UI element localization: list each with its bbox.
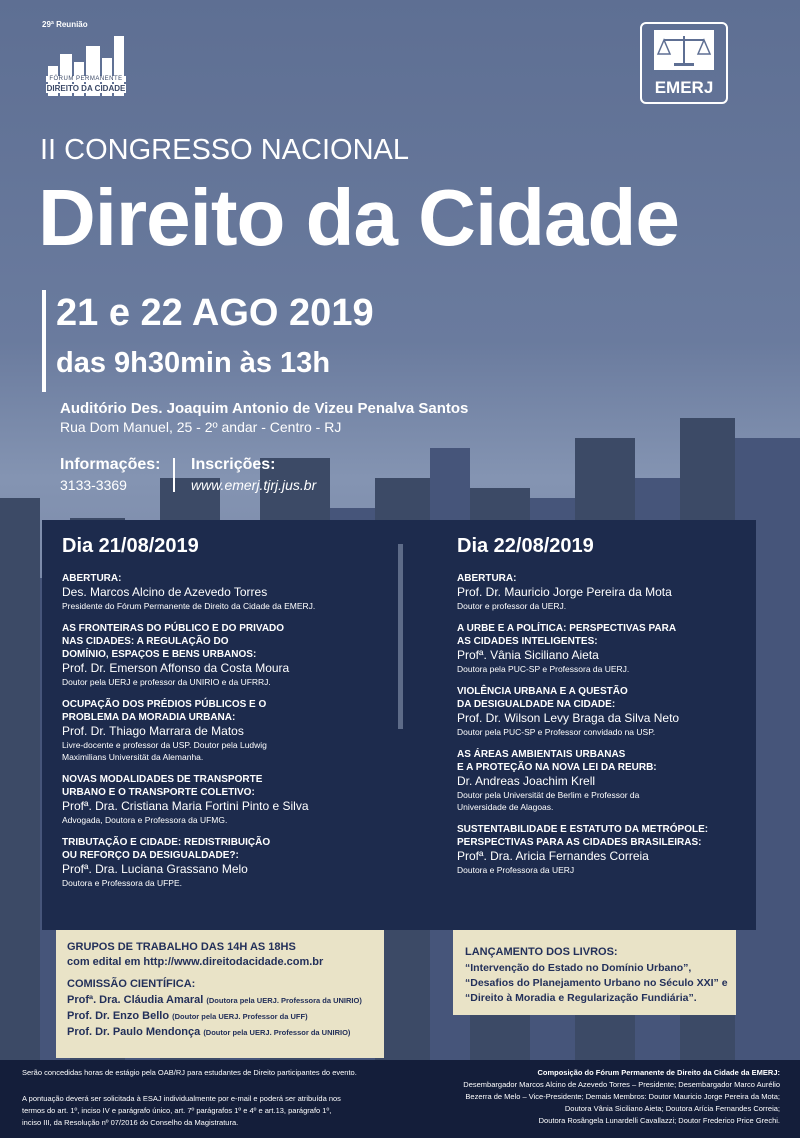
session-speaker: Profª. Dra. Luciana Grassano Melo bbox=[62, 862, 248, 876]
session-title: AS ÁREAS AMBIENTAIS URBANAS E A PROTEÇÃO NA NOVA LEI DA REURB: bbox=[457, 749, 657, 773]
session-title: ABERTURA: bbox=[457, 573, 517, 584]
main-title: Direito da Cidade bbox=[38, 173, 679, 262]
lancamento-book: “Direito à Moradia e Regularização Fundiária”. bbox=[465, 992, 697, 1004]
inscricoes-link[interactable]: www.emerj.tjrj.jus.br bbox=[191, 477, 317, 493]
footer-note: Serão concedidas horas de estágio pela OAB/RJ para estudantes de Direito participantes do evento. bbox=[22, 1068, 357, 1077]
forum-logo-line1: FÓRUM PERMANENTE bbox=[46, 76, 126, 82]
session-speaker-bio: Presidente do Fórum Permanente de Direito da Cidade da EMERJ. bbox=[62, 601, 316, 611]
session-item bbox=[457, 622, 747, 675]
footer-composition: Bezerra de Melo – Vice-Presidente; Demais Membros: Doutor Mauricio Jorge Pereira da Mota; bbox=[465, 1092, 780, 1101]
inscricoes-label: Inscrições: bbox=[191, 456, 276, 473]
session-speaker: Profª. Dra. Aricia Fernandes Correia bbox=[457, 849, 649, 863]
comissao-member bbox=[67, 1026, 350, 1038]
day1-title: Dia 21/08/2019 bbox=[62, 535, 199, 557]
session-title: AS FRONTEIRAS DO PÚBLICO E DO PRIVADO NAS CIDADES: A REGULAÇÃO DO DOMÍNIO, ESPAÇOS E BENS URBANOS: bbox=[62, 623, 285, 660]
session-speaker-bio: Doutor pela Universität de Berlim e Professor da Universidade de Alagoas. bbox=[457, 790, 640, 812]
grupos-box bbox=[56, 930, 384, 1058]
footer-note: A pontuação deverá ser solicitada à ESAJ individualmente por e-mail e poderá ser atribuída nos bbox=[22, 1094, 341, 1103]
date-accent-bar bbox=[42, 290, 46, 392]
comissao-member bbox=[67, 994, 362, 1006]
session-item bbox=[62, 698, 402, 763]
session-item bbox=[62, 572, 402, 612]
lancamento-title: LANÇAMENTO DOS LIVROS: bbox=[465, 946, 618, 958]
member-note: (Doutor pela UERJ. Professor da UFF) bbox=[172, 1012, 308, 1021]
session-speaker: Des. Marcos Alcino de Azevedo Torres bbox=[62, 585, 268, 599]
footer-composition: Doutora Vânia Siciliano Aieta; Doutora Arícia Fernandes Correia; bbox=[564, 1104, 780, 1113]
day2-column bbox=[457, 520, 747, 886]
session-title: VIOLÊNCIA URBANA E A QUESTÃO DA DESIGUALDADE NA CIDADE: bbox=[457, 686, 628, 710]
event-time: das 9h30min às 13h bbox=[56, 347, 331, 379]
session-item bbox=[457, 572, 747, 612]
session-speaker-bio: Doutora pela PUC-SP e Professora da UERJ. bbox=[457, 664, 630, 674]
session-item bbox=[62, 836, 402, 889]
session-speaker-bio: Doutora e Professora da UERJ bbox=[457, 865, 575, 875]
footer-note: inciso III, da Resolução nº 07/2016 do Conselho da Magistratura. bbox=[22, 1118, 239, 1127]
grupos-line2[interactable]: com edital em http://www.direitodacidade.com.br bbox=[67, 956, 324, 968]
lancamento-box bbox=[453, 930, 736, 1015]
grupos-line1: GRUPOS DE TRABALHO DAS 14H AS 18HS bbox=[67, 941, 296, 953]
session-speaker-bio: Doutor pela UERJ e professor da UNIRIO e da UFRRJ. bbox=[62, 677, 271, 687]
info-label: Informações: bbox=[60, 456, 161, 473]
session-speaker: Dr. Andreas Joachim Krell bbox=[457, 774, 596, 788]
session-speaker-bio: Doutor e professor da UERJ. bbox=[457, 601, 567, 611]
footer-composition-title: Composição do Fórum Permanente de Direito da Cidade da EMERJ: bbox=[537, 1068, 780, 1077]
session-title: SUSTENTABILIDADE E ESTATUTO DA METRÓPOLE: PERSPECTIVAS PARA AS CIDADES BRASILEIRAS: bbox=[457, 824, 709, 848]
scales-of-justice-icon bbox=[654, 30, 714, 70]
session-speaker: Prof. Dr. Wilson Levy Braga da Silva Neto bbox=[457, 711, 680, 725]
lancamento-book: “Desafios do Planejamento Urbano no Século XXI” e bbox=[465, 977, 728, 989]
session-title: OCUPAÇÃO DOS PRÉDIOS PÚBLICOS E O PROBLEMA DA MORADIA URBANA: bbox=[62, 699, 267, 723]
emerj-logo-text: EMERJ bbox=[654, 78, 714, 97]
emerj-logo bbox=[640, 22, 728, 104]
member-name: Prof. Dr. Paulo Mendonça bbox=[67, 1026, 201, 1038]
program-panel bbox=[42, 520, 756, 930]
event-venue: Auditório Des. Joaquim Antonio de Vizeu Penalva Santos bbox=[60, 400, 469, 417]
footer-note: termos do art. 1º, inciso IV e parágrafo único, art. 7º parágrafos 1º e 4º e art.13, parágrafo 1º, bbox=[22, 1106, 332, 1115]
session-speaker: Prof. Dr. Thiago Marrara de Matos bbox=[62, 724, 244, 738]
comissao-title: COMISSÃO CIENTÍFICA: bbox=[67, 978, 196, 990]
session-speaker-bio: Doutora e Professora da UFPE. bbox=[62, 878, 183, 888]
footer-composition: Doutora Rosângela Lunardelli Cavallazzi; Doutor Frederico Price Grechi. bbox=[538, 1116, 780, 1125]
session-speaker: Prof. Dr. Mauricio Jorge Pereira da Mota bbox=[457, 585, 672, 599]
session-title: NOVAS MODALIDADES DE TRANSPORTE URBANO E O TRANSPORTE COLETIVO: bbox=[62, 774, 263, 798]
event-date: 21 e 22 AGO 2019 bbox=[56, 292, 374, 334]
session-speaker: Profª. Vânia Siciliano Aieta bbox=[457, 648, 599, 662]
session-item bbox=[62, 622, 402, 688]
event-address: Rua Dom Manuel, 25 - 2º andar - Centro - RJ bbox=[60, 419, 342, 435]
session-title: TRIBUTAÇÃO E CIDADE: REDISTRIBUIÇÃO OU REFORÇO DA DESIGUALDADE?: bbox=[62, 837, 271, 861]
comissao-member bbox=[67, 1010, 308, 1022]
member-note: (Doutor pela UERJ. Professor da UNIRIO) bbox=[203, 1028, 351, 1037]
day2-title: Dia 22/08/2019 bbox=[457, 535, 594, 557]
footer bbox=[0, 1060, 800, 1138]
member-name: Profª. Dra. Cláudia Amaral bbox=[67, 994, 204, 1006]
session-item bbox=[62, 773, 402, 826]
reuniao-label: 29ª Reunião bbox=[42, 20, 88, 29]
session-item bbox=[457, 685, 747, 738]
info-phone: 3133-3369 bbox=[60, 477, 127, 493]
congresso-title: II CONGRESSO NACIONAL bbox=[40, 134, 410, 166]
day1-column bbox=[62, 520, 402, 899]
member-note: (Doutora pela UERJ. Professora da UNIRIO) bbox=[206, 996, 362, 1005]
session-speaker: Profª. Dra. Cristiana Maria Fortini Pinto e Silva bbox=[62, 799, 309, 813]
session-speaker-bio: Livre-docente e professor da USP. Doutor pela Ludwig Maximilians Universität da Alemanha. bbox=[62, 740, 267, 762]
member-name: Prof. Dr. Enzo Bello bbox=[67, 1010, 170, 1022]
session-speaker-bio: Advogada, Doutora e Professora da UFMG. bbox=[62, 815, 228, 825]
session-item bbox=[457, 823, 747, 876]
session-title: ABERTURA: bbox=[62, 573, 122, 584]
footer-composition: Desembargador Marcos Alcino de Azevedo Torres – Presidente; Desembargador Marco Aurélio bbox=[463, 1080, 780, 1089]
session-title: A URBE E A POLÍTICA: PERSPECTIVAS PARA AS CIDADES INTELIGENTES: bbox=[457, 623, 677, 647]
forum-logo bbox=[42, 18, 132, 104]
session-item bbox=[457, 748, 747, 813]
session-speaker-bio: Doutor pela PUC-SP e Professor convidado na USP. bbox=[457, 727, 656, 737]
session-speaker: Prof. Dr. Emerson Affonso da Costa Moura bbox=[62, 661, 290, 675]
lancamento-book: “Intervenção do Estado no Domínio Urbano”, bbox=[465, 962, 692, 974]
forum-logo-line2: DIREITO DA CIDADE bbox=[46, 84, 126, 93]
info-separator bbox=[173, 458, 175, 492]
